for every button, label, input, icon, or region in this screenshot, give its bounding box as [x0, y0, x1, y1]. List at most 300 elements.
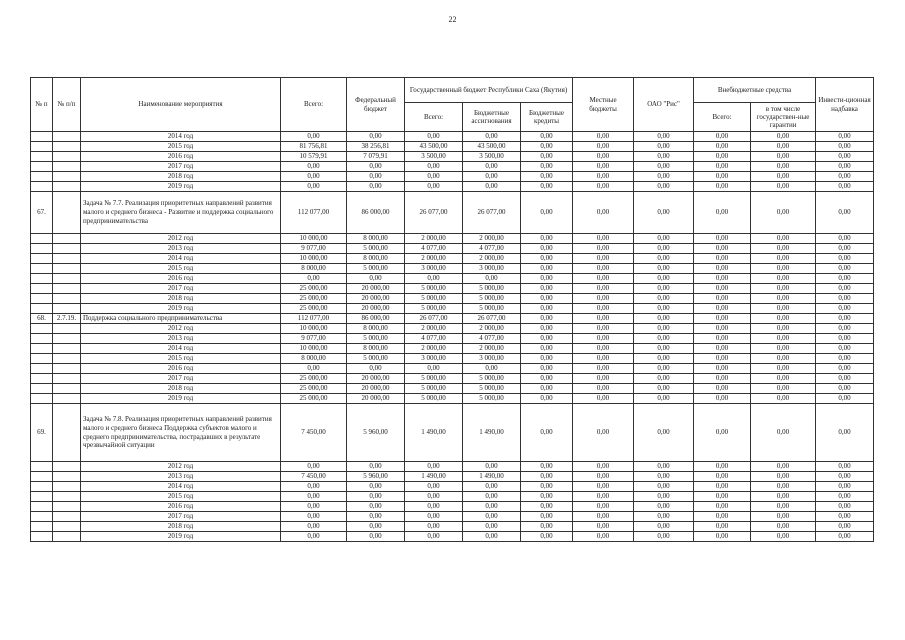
- value-invest: 0,00: [816, 324, 874, 334]
- value-invest: 0,00: [816, 314, 874, 324]
- row-code: [53, 264, 81, 274]
- row-number: [31, 132, 53, 142]
- value-off-guarantee: 0,00: [751, 152, 816, 162]
- value-state-total: 4 077,00: [405, 334, 463, 344]
- row-code: [53, 334, 81, 344]
- row-code: [53, 492, 81, 502]
- value-off-guarantee: 0,00: [751, 234, 816, 244]
- year-row: [31, 264, 874, 274]
- value-off-guarantee: 0,00: [751, 462, 816, 472]
- row-number: [31, 324, 53, 334]
- value-state-alloc: 26 077,00: [463, 192, 521, 234]
- value-state-total: 5 000,00: [405, 284, 463, 294]
- value-total: 0,00: [281, 182, 347, 192]
- value-oao: 0,00: [634, 132, 694, 142]
- year-row: [31, 482, 874, 492]
- row-number: [31, 482, 53, 492]
- row-number: [31, 522, 53, 532]
- value-off-total: 0,00: [694, 522, 751, 532]
- value-state-alloc: 3 500,00: [463, 152, 521, 162]
- row-code: [53, 364, 81, 374]
- row-name: 2015 год: [81, 492, 281, 502]
- value-state-alloc: 0,00: [463, 172, 521, 182]
- value-state-total: 0,00: [405, 502, 463, 512]
- value-total: 0,00: [281, 364, 347, 374]
- row-number: [31, 394, 53, 404]
- value-local: 0,00: [573, 294, 634, 304]
- header-npp: № п/п: [53, 78, 81, 132]
- row-name: 2018 год: [81, 522, 281, 532]
- value-total: 0,00: [281, 462, 347, 472]
- year-row: [31, 234, 874, 244]
- value-off-guarantee: 0,00: [751, 254, 816, 264]
- value-state-credit: 0,00: [521, 364, 573, 374]
- year-row: [31, 532, 874, 542]
- value-local: 0,00: [573, 234, 634, 244]
- value-off-guarantee: 0,00: [751, 394, 816, 404]
- value-oao: 0,00: [634, 234, 694, 244]
- value-state-alloc: 4 077,00: [463, 244, 521, 254]
- value-invest: 0,00: [816, 172, 874, 182]
- value-off-guarantee: 0,00: [751, 274, 816, 284]
- value-state-total: 0,00: [405, 482, 463, 492]
- value-state-total: 2 000,00: [405, 254, 463, 264]
- value-off-total: 0,00: [694, 404, 751, 462]
- value-total: 10 000,00: [281, 234, 347, 244]
- value-total: 25 000,00: [281, 304, 347, 314]
- value-invest: 0,00: [816, 152, 874, 162]
- year-row: [31, 254, 874, 264]
- value-federal: 20 000,00: [347, 284, 405, 294]
- value-local: 0,00: [573, 132, 634, 142]
- row-number: [31, 172, 53, 182]
- row-number: [31, 162, 53, 172]
- value-local: 0,00: [573, 244, 634, 254]
- value-state-alloc: 0,00: [463, 512, 521, 522]
- header-state-total: Всего:: [405, 103, 463, 132]
- header-off-guarantee: в том числе государствен-ные гарантии: [751, 103, 816, 132]
- value-state-alloc: 2 000,00: [463, 234, 521, 244]
- header-n: № п: [31, 78, 53, 132]
- value-off-total: 0,00: [694, 142, 751, 152]
- header-federal: Федеральный бюджет: [347, 78, 405, 132]
- value-state-credit: 0,00: [521, 132, 573, 142]
- value-total: 10 000,00: [281, 344, 347, 354]
- value-state-total: 0,00: [405, 492, 463, 502]
- value-federal: 0,00: [347, 522, 405, 532]
- value-off-total: 0,00: [694, 354, 751, 364]
- header-state-budget: Государственный бюджет Республики Саха (Якутия): [405, 78, 573, 103]
- value-oao: 0,00: [634, 152, 694, 162]
- row-name: 2016 год: [81, 274, 281, 284]
- value-off-total: 0,00: [694, 324, 751, 334]
- year-row: [31, 502, 874, 512]
- value-state-alloc: 0,00: [463, 492, 521, 502]
- value-off-total: 0,00: [694, 304, 751, 314]
- value-federal: 7 079,91: [347, 152, 405, 162]
- row-code: [53, 482, 81, 492]
- value-state-credit: 0,00: [521, 532, 573, 542]
- value-oao: 0,00: [634, 492, 694, 502]
- value-state-alloc: 0,00: [463, 182, 521, 192]
- row-code: [53, 254, 81, 264]
- value-federal: 8 000,00: [347, 344, 405, 354]
- value-local: 0,00: [573, 512, 634, 522]
- value-state-total: 0,00: [405, 522, 463, 532]
- table-body: [31, 132, 874, 542]
- value-state-alloc: 3 000,00: [463, 354, 521, 364]
- value-state-alloc: 5 000,00: [463, 284, 521, 294]
- value-off-total: 0,00: [694, 394, 751, 404]
- row-name: 2016 год: [81, 152, 281, 162]
- value-invest: 0,00: [816, 294, 874, 304]
- row-number: [31, 532, 53, 542]
- value-state-total: 1 490,00: [405, 404, 463, 462]
- value-invest: 0,00: [816, 284, 874, 294]
- year-row: [31, 162, 874, 172]
- row-number: [31, 254, 53, 264]
- value-local: 0,00: [573, 152, 634, 162]
- row-code: [53, 324, 81, 334]
- value-state-credit: 0,00: [521, 182, 573, 192]
- value-off-guarantee: 0,00: [751, 314, 816, 324]
- row-name: 2014 год: [81, 482, 281, 492]
- value-oao: 0,00: [634, 394, 694, 404]
- value-off-guarantee: 0,00: [751, 162, 816, 172]
- row-name: 2018 год: [81, 294, 281, 304]
- row-code: [53, 394, 81, 404]
- value-off-guarantee: 0,00: [751, 182, 816, 192]
- row-number: [31, 492, 53, 502]
- value-total: 25 000,00: [281, 384, 347, 394]
- year-row: [31, 334, 874, 344]
- value-local: 0,00: [573, 192, 634, 234]
- row-code: [53, 294, 81, 304]
- value-state-alloc: 0,00: [463, 274, 521, 284]
- row-name: 2017 год: [81, 162, 281, 172]
- value-state-credit: 0,00: [521, 294, 573, 304]
- value-federal: 5 960,00: [347, 472, 405, 482]
- year-row: [31, 374, 874, 384]
- row-name: 2018 год: [81, 172, 281, 182]
- value-oao: 0,00: [634, 334, 694, 344]
- value-off-total: 0,00: [694, 374, 751, 384]
- value-state-alloc: 5 000,00: [463, 394, 521, 404]
- row-code: [53, 374, 81, 384]
- value-off-guarantee: 0,00: [751, 512, 816, 522]
- value-state-alloc: 5 000,00: [463, 294, 521, 304]
- row-code: [53, 354, 81, 364]
- value-federal: 0,00: [347, 182, 405, 192]
- value-invest: 0,00: [816, 192, 874, 234]
- value-local: 0,00: [573, 324, 634, 334]
- value-off-guarantee: 0,00: [751, 472, 816, 482]
- row-number: [31, 304, 53, 314]
- row-number: [31, 274, 53, 284]
- value-oao: 0,00: [634, 512, 694, 522]
- value-local: 0,00: [573, 284, 634, 294]
- value-off-total: 0,00: [694, 314, 751, 324]
- row-name: 2019 год: [81, 394, 281, 404]
- value-state-credit: 0,00: [521, 394, 573, 404]
- value-oao: 0,00: [634, 254, 694, 264]
- value-off-total: 0,00: [694, 234, 751, 244]
- value-oao: 0,00: [634, 324, 694, 334]
- value-total: 8 000,00: [281, 264, 347, 274]
- row-name: 2014 год: [81, 344, 281, 354]
- row-name: Поддержка социального предпринимательства: [81, 314, 281, 324]
- value-state-total: 5 000,00: [405, 304, 463, 314]
- value-off-guarantee: 0,00: [751, 142, 816, 152]
- value-state-alloc: 3 000,00: [463, 264, 521, 274]
- value-state-credit: 0,00: [521, 172, 573, 182]
- row-name: 2014 год: [81, 132, 281, 142]
- value-state-total: 3 000,00: [405, 264, 463, 274]
- value-invest: 0,00: [816, 394, 874, 404]
- header-off-total: Всего:: [694, 103, 751, 132]
- row-code: [53, 244, 81, 254]
- value-local: 0,00: [573, 394, 634, 404]
- header-state-credit: Бюджетные кредиты: [521, 103, 573, 132]
- value-state-credit: 0,00: [521, 264, 573, 274]
- year-row: [31, 394, 874, 404]
- row-number: [31, 334, 53, 344]
- row-number: [31, 294, 53, 304]
- value-state-credit: 0,00: [521, 472, 573, 482]
- value-invest: 0,00: [816, 532, 874, 542]
- item-row: [31, 314, 874, 324]
- row-name: 2014 год: [81, 254, 281, 264]
- value-invest: 0,00: [816, 462, 874, 472]
- row-name: 2015 год: [81, 354, 281, 364]
- value-off-guarantee: 0,00: [751, 532, 816, 542]
- value-local: 0,00: [573, 354, 634, 364]
- value-off-total: 0,00: [694, 284, 751, 294]
- value-off-total: 0,00: [694, 532, 751, 542]
- value-off-guarantee: 0,00: [751, 244, 816, 254]
- value-local: 0,00: [573, 162, 634, 172]
- value-total: 10 000,00: [281, 254, 347, 264]
- value-federal: 0,00: [347, 364, 405, 374]
- value-invest: 0,00: [816, 482, 874, 492]
- row-name: 2018 год: [81, 384, 281, 394]
- row-number: [31, 142, 53, 152]
- value-state-total: 4 077,00: [405, 244, 463, 254]
- row-name: 2013 год: [81, 472, 281, 482]
- row-number: 67.: [31, 192, 53, 234]
- year-row: [31, 384, 874, 394]
- value-total: 9 077,00: [281, 244, 347, 254]
- row-number: [31, 152, 53, 162]
- header-total: Всего:: [281, 78, 347, 132]
- value-local: 0,00: [573, 264, 634, 274]
- table-header: [31, 78, 874, 132]
- value-state-total: 3 500,00: [405, 152, 463, 162]
- value-state-total: 0,00: [405, 162, 463, 172]
- value-federal: 5 000,00: [347, 264, 405, 274]
- value-local: 0,00: [573, 532, 634, 542]
- value-off-total: 0,00: [694, 512, 751, 522]
- row-number: [31, 502, 53, 512]
- value-off-total: 0,00: [694, 384, 751, 394]
- value-total: 25 000,00: [281, 294, 347, 304]
- value-state-total: 26 077,00: [405, 192, 463, 234]
- value-state-total: 0,00: [405, 532, 463, 542]
- year-row: [31, 522, 874, 532]
- row-name: 2019 год: [81, 182, 281, 192]
- value-state-total: 5 000,00: [405, 374, 463, 384]
- row-code: [53, 462, 81, 472]
- row-code: [53, 304, 81, 314]
- value-federal: 5 000,00: [347, 354, 405, 364]
- row-name: 2017 год: [81, 374, 281, 384]
- value-total: 0,00: [281, 274, 347, 284]
- value-state-total: 0,00: [405, 512, 463, 522]
- value-state-alloc: 5 000,00: [463, 304, 521, 314]
- value-total: 25 000,00: [281, 394, 347, 404]
- value-off-guarantee: 0,00: [751, 192, 816, 234]
- row-code: [53, 284, 81, 294]
- row-code: [53, 384, 81, 394]
- value-local: 0,00: [573, 304, 634, 314]
- value-local: 0,00: [573, 522, 634, 532]
- row-name: 2017 год: [81, 512, 281, 522]
- value-oao: 0,00: [634, 294, 694, 304]
- value-off-guarantee: 0,00: [751, 364, 816, 374]
- value-total: 112 077,00: [281, 314, 347, 324]
- value-state-alloc: 2 000,00: [463, 344, 521, 354]
- value-federal: 0,00: [347, 162, 405, 172]
- value-invest: 0,00: [816, 274, 874, 284]
- value-federal: 5 000,00: [347, 334, 405, 344]
- row-number: [31, 344, 53, 354]
- row-name: 2012 год: [81, 234, 281, 244]
- value-federal: 0,00: [347, 502, 405, 512]
- page-number: 22: [448, 15, 457, 24]
- year-row: [31, 152, 874, 162]
- value-state-alloc: 2 000,00: [463, 324, 521, 334]
- header-local: Местные бюджеты: [573, 78, 634, 132]
- row-code: [53, 404, 81, 462]
- value-federal: 0,00: [347, 532, 405, 542]
- value-off-total: 0,00: [694, 294, 751, 304]
- value-total: 10 000,00: [281, 324, 347, 334]
- value-invest: 0,00: [816, 142, 874, 152]
- row-number: [31, 234, 53, 244]
- row-code: [53, 172, 81, 182]
- value-federal: 38 256,81: [347, 142, 405, 152]
- value-state-alloc: 26 077,00: [463, 314, 521, 324]
- row-code: [53, 472, 81, 482]
- value-local: 0,00: [573, 482, 634, 492]
- value-off-guarantee: 0,00: [751, 264, 816, 274]
- header-oao: ОАО "Рис": [634, 78, 694, 132]
- year-row: [31, 324, 874, 334]
- row-number: [31, 512, 53, 522]
- value-state-total: 3 000,00: [405, 354, 463, 364]
- value-total: 0,00: [281, 532, 347, 542]
- value-off-guarantee: 0,00: [751, 344, 816, 354]
- row-name: 2012 год: [81, 324, 281, 334]
- value-state-alloc: 0,00: [463, 462, 521, 472]
- value-state-total: 0,00: [405, 462, 463, 472]
- value-local: 0,00: [573, 384, 634, 394]
- value-federal: 0,00: [347, 132, 405, 142]
- value-federal: 0,00: [347, 462, 405, 472]
- value-local: 0,00: [573, 364, 634, 374]
- value-invest: 0,00: [816, 334, 874, 344]
- year-row: [31, 462, 874, 472]
- value-invest: 0,00: [816, 254, 874, 264]
- value-total: 8 000,00: [281, 354, 347, 364]
- row-number: [31, 182, 53, 192]
- value-state-credit: 0,00: [521, 284, 573, 294]
- value-state-alloc: 1 490,00: [463, 472, 521, 482]
- value-off-total: 0,00: [694, 162, 751, 172]
- value-oao: 0,00: [634, 482, 694, 492]
- value-off-total: 0,00: [694, 244, 751, 254]
- row-name: 2013 год: [81, 244, 281, 254]
- year-row: [31, 472, 874, 482]
- row-code: [53, 274, 81, 284]
- value-off-total: 0,00: [694, 502, 751, 512]
- value-off-guarantee: 0,00: [751, 284, 816, 294]
- value-state-total: 2 000,00: [405, 324, 463, 334]
- value-local: 0,00: [573, 462, 634, 472]
- value-off-guarantee: 0,00: [751, 482, 816, 492]
- value-local: 0,00: [573, 502, 634, 512]
- value-total: 81 756,81: [281, 142, 347, 152]
- value-oao: 0,00: [634, 192, 694, 234]
- value-off-guarantee: 0,00: [751, 172, 816, 182]
- value-state-alloc: 0,00: [463, 162, 521, 172]
- value-invest: 0,00: [816, 162, 874, 172]
- value-off-guarantee: 0,00: [751, 304, 816, 314]
- value-local: 0,00: [573, 344, 634, 354]
- value-invest: 0,00: [816, 502, 874, 512]
- value-invest: 0,00: [816, 244, 874, 254]
- value-federal: 20 000,00: [347, 304, 405, 314]
- value-oao: 0,00: [634, 374, 694, 384]
- value-oao: 0,00: [634, 162, 694, 172]
- year-row: [31, 132, 874, 142]
- value-state-alloc: 4 077,00: [463, 334, 521, 344]
- value-total: 0,00: [281, 482, 347, 492]
- row-number: [31, 462, 53, 472]
- row-code: [53, 152, 81, 162]
- value-state-credit: 0,00: [521, 344, 573, 354]
- value-federal: 0,00: [347, 512, 405, 522]
- value-oao: 0,00: [634, 182, 694, 192]
- value-oao: 0,00: [634, 472, 694, 482]
- value-state-credit: 0,00: [521, 482, 573, 492]
- row-number: [31, 354, 53, 364]
- value-state-total: 0,00: [405, 274, 463, 284]
- value-invest: 0,00: [816, 472, 874, 482]
- value-invest: 0,00: [816, 264, 874, 274]
- value-state-total: 26 077,00: [405, 314, 463, 324]
- value-local: 0,00: [573, 274, 634, 284]
- value-invest: 0,00: [816, 492, 874, 502]
- value-invest: 0,00: [816, 234, 874, 244]
- value-federal: 20 000,00: [347, 394, 405, 404]
- row-code: [53, 162, 81, 172]
- value-state-credit: 0,00: [521, 512, 573, 522]
- value-total: 0,00: [281, 492, 347, 502]
- value-oao: 0,00: [634, 404, 694, 462]
- value-invest: 0,00: [816, 364, 874, 374]
- value-oao: 0,00: [634, 244, 694, 254]
